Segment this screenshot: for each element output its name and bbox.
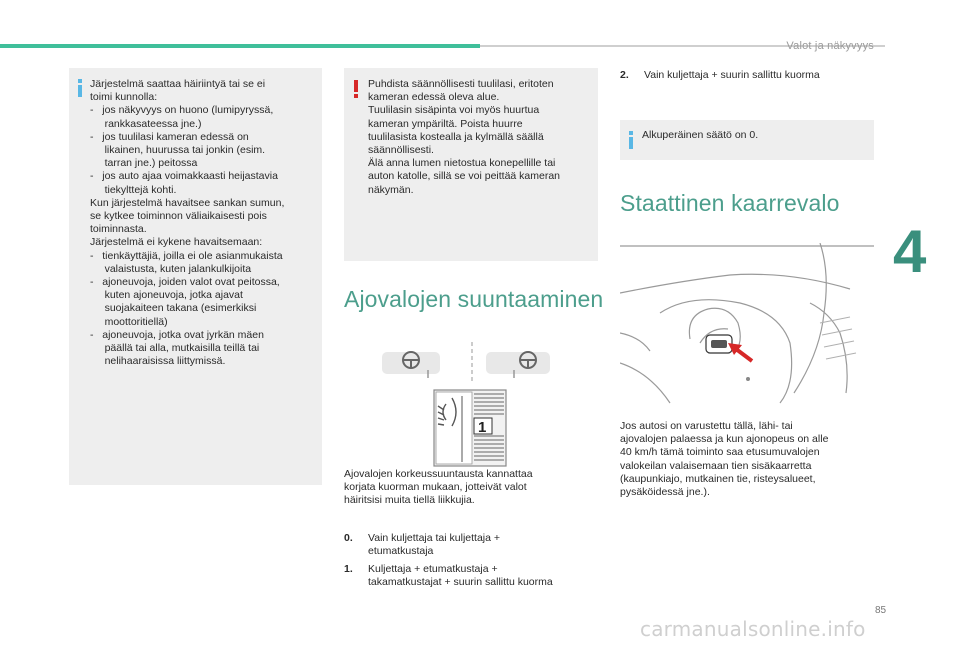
text-line: - jos näkyvyys on huono (lumipyryssä, — [90, 104, 274, 117]
text-line: Järjestelmä saattaa häiriintyä tai se ei — [90, 78, 266, 90]
text-line: kameran edessä oleva alue. — [368, 91, 500, 104]
warning-box-text — [368, 78, 560, 197]
text-line: - jos tuulilasi kameran edessä on — [90, 130, 249, 143]
text-line: - jos auto ajaa voimakkaasti heijastavia — [90, 170, 278, 183]
aiming-item-1: 1. Kuljettaja + etumatkustaja + takamatkustajat + suurin sallittu kuorma — [344, 563, 553, 589]
info-box-default-setting — [620, 120, 874, 160]
text-line: (kaupunkiajo, mutkainen tie, risteysalueet, — [620, 472, 816, 485]
aiming-description — [344, 468, 533, 508]
text-line: se kytkee toiminnon väliaikaisesti pois — [90, 210, 267, 223]
text-line: valaistusta, kuten jalankulkijoita — [90, 262, 252, 275]
chapter-title: Valot ja näkyvyys — [786, 40, 874, 52]
info-note-text: Alkuperäinen säätö on 0. — [642, 129, 759, 141]
car-raised-icon — [486, 352, 550, 378]
info-box-text — [90, 78, 284, 368]
text-line: Jos autosi on varustettu tällä, lähi- tai — [620, 420, 793, 432]
text-line: suojakaiteen takana (esimerkiksi — [90, 302, 257, 315]
text-line: pysäköidessä jne.). — [620, 486, 710, 499]
text-line: tuulilasista kostealla ja kylmällä säällä — [368, 130, 544, 143]
car-lowered-icon — [382, 352, 440, 378]
headlamp-leveling-wheel — [434, 390, 506, 466]
section-title-static-cornering: Staattinen kaarrevalo — [620, 190, 840, 216]
text-line: toimi kunnolla: — [90, 91, 158, 104]
headlamp-adjust-illustration — [378, 340, 558, 470]
warning-box-cleaning — [344, 68, 598, 261]
header-accent-bar — [0, 44, 480, 48]
chapter-number: 4 — [893, 218, 927, 285]
text-line: 40 km/h tämä toiminto saa etusumuvalojen — [620, 446, 820, 459]
text-line: valokeilan valaisemaan tien sisäkaarretta — [620, 459, 812, 472]
text-line: - tienkäyttäjiä, joilla ei ole asianmukaista — [90, 249, 283, 262]
fog-lamp-icon — [706, 335, 732, 353]
aiming-item-0: 0. Vain kuljettaja tai kuljettaja + etumatkustaja — [344, 532, 501, 558]
text-line: näkymän. — [368, 183, 414, 196]
text-line: rankkasateessa jne.) — [90, 117, 202, 130]
section-title-aiming: Ajovalojen suuntaaminen — [344, 286, 604, 312]
text-line: Puhdista säännöllisesti tuulilasi, eritoten — [368, 78, 554, 90]
text-line: kuten ajoneuvoja, jotka ajavat — [90, 289, 243, 302]
front-bumper-fog-lamp-illustration — [620, 243, 874, 408]
text-line: ajovalojen palaessa ja kun ajonopeus on alle — [620, 433, 829, 446]
aiming-item-2: 2. Vain kuljettaja + suurin sallittu kuorma — [620, 69, 820, 81]
text-line: Ajovalojen korkeussuuntausta kannattaa — [344, 468, 533, 480]
text-line: päällä tai alla, mutkaisilla teillä tai — [90, 342, 260, 355]
wheel-position-label: 1 — [478, 419, 487, 436]
text-line: tiekylttejä kohti. — [90, 183, 177, 196]
text-line: - ajoneuvoja, jotka ovat jyrkän mäen — [90, 328, 264, 341]
text-line: korjata kuorman mukaan, jotteivät valot — [344, 481, 527, 494]
text-line: - ajoneuvoja, joiden valot ovat peitossa, — [90, 276, 280, 289]
static-cornering-description — [620, 420, 828, 499]
text-line: toiminnasta. — [90, 223, 147, 236]
info-box-system-limits — [69, 68, 322, 485]
text-line: Järjestelmä ei kykene havaitsemaan: — [90, 236, 263, 249]
text-line: Kun järjestelmä havaitsee sankan sumun, — [90, 196, 285, 209]
text-line: nelihaaraisissa liittymissä. — [90, 355, 226, 368]
text-line: auton katolle, sillä se voi peittää kameran — [368, 170, 561, 183]
text-line: kameran ympäriltä. Poista huurre — [368, 117, 523, 130]
text-line: häiritsisi muita tiellä liikkujia. — [344, 494, 475, 507]
watermark: carmanualsonline.info — [640, 617, 866, 641]
text-line: moottoritiellä) — [90, 315, 168, 328]
text-line: likainen, huurussa tai jonkin (esim. — [90, 144, 266, 157]
text-line: säännöllisesti. — [368, 144, 434, 157]
page-number: 85 — [875, 605, 887, 616]
text-line: Älä anna lumen nietostua konepellille tai — [368, 157, 556, 170]
text-line: tarran jne.) peitossa — [90, 157, 198, 170]
text-line: Tuulilasin sisäpinta voi myös huurtua — [368, 104, 540, 117]
